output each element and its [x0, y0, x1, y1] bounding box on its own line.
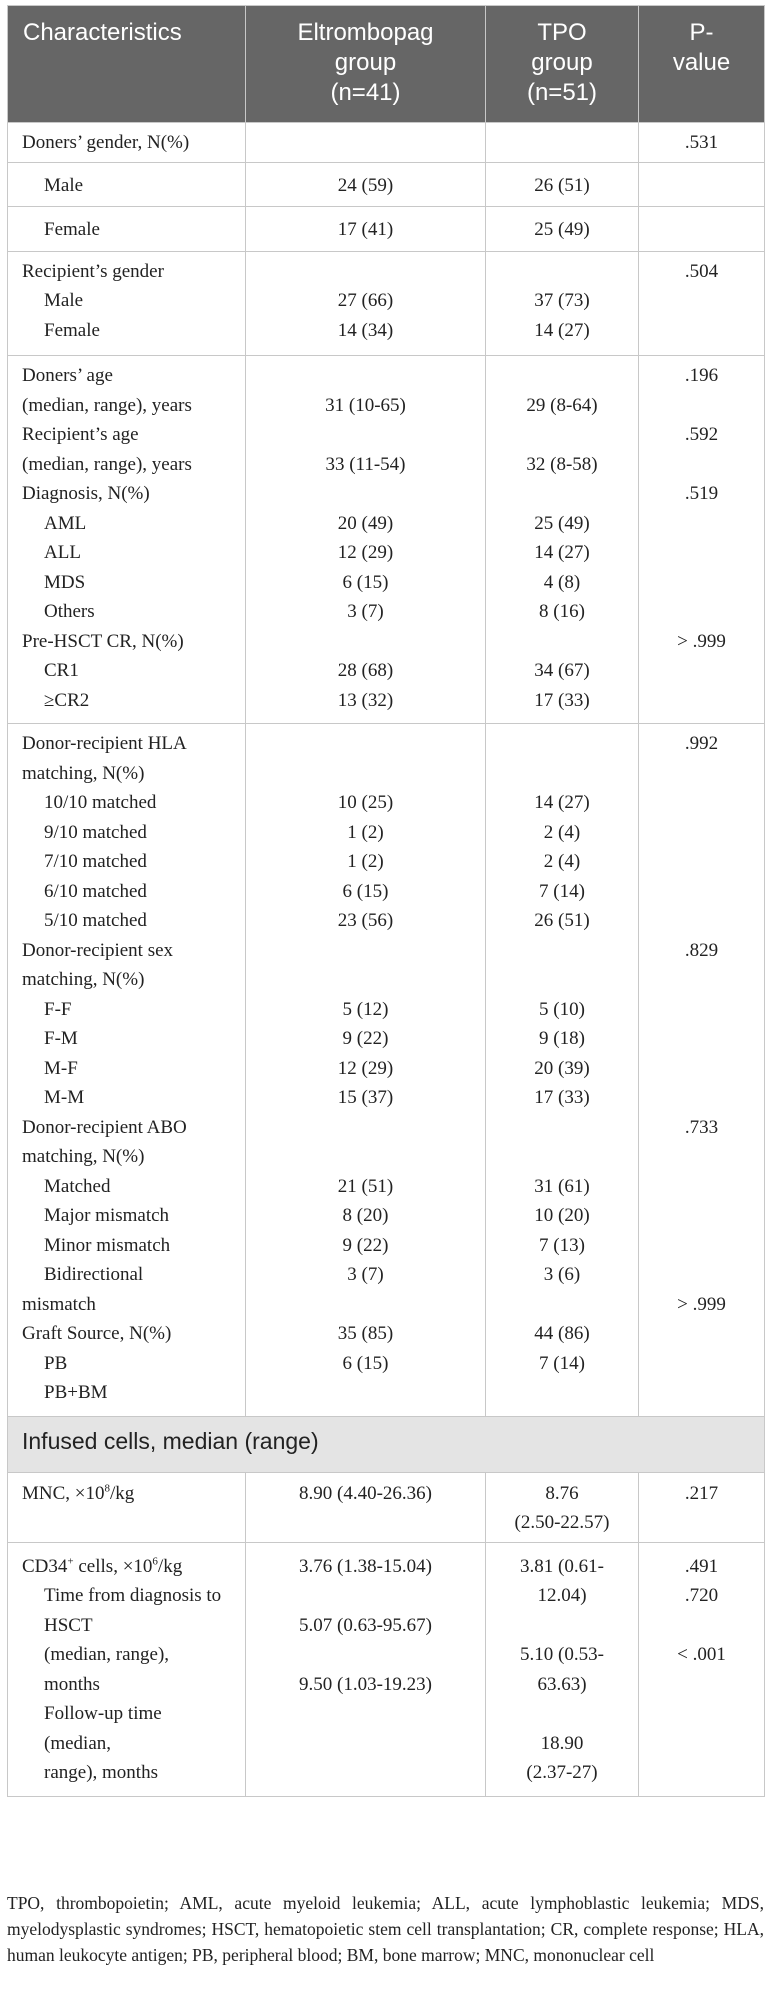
- p-value: .531: [684, 132, 719, 153]
- table-row: MNC, $\times 10^8/kg$ 8.90 (4.40-26.36) 8.76 (2.50-22.57) .217: [8, 1472, 765, 1542]
- eltrombopag-value: 24 (59): [337, 174, 394, 196]
- characteristics-table: [7, 5, 765, 1797]
- section-header-row: [8, 1416, 765, 1472]
- header-pvalue: P- value: [639, 6, 765, 123]
- row-label: Male: [44, 174, 84, 196]
- header-characteristics: Characteristics: [8, 6, 246, 123]
- row-label: Doners’ gender, N(%): [22, 132, 190, 153]
- header-eltrombopag: Eltrombopag group (n=41): [246, 6, 486, 123]
- row-label: Female: [44, 219, 100, 240]
- table-row: Donor-recipient HLA matching, N(%) 10/10 matched 9/10 matched 7/10 matched 6/10 matched 5/10 matched Donor-recipient sex matching, N(%) F-F F-M M-F M-M Donor-recipient ABO matching, N(%) Matched Major mismatch Minor mismatch Bidirectional mismatch Graft Source, N(%) PB PB+BM 10 (25) 1 (2) 1 (2) 6 (15) 23 (56) 5 (12) 9 (22) 12 (29) 15 (37) 21 (51) 8 (20) 9 (22) 3 (7) 35 (85) 6 (15) 14 (27) 2 (4) 2 (4) 7 (14) 26 (51) 5 (10) 9 (18) 20 (39) 17 (33) 31 (61) 10 (20) 7 (13) 3 (6) 44 (86) 7 (14) .992 .829 .733 > .999: [8, 724, 765, 1417]
- table-row: Doners’ age (median, range), years Recipient’s age (median, range), years Diagnosis, N(%) AML ALL MDS Others Pre-HSCT CR, N(%) CR1 ≥CR2 31 (10-65) 33 (11-54) 20 (49) 12 (29) 6 (15) 3 (7) 28 (68) 13 (32) 29 (8-64) 32 (8-58) 25 (49) 14 (27) 4 (8) 8 (16) 34 (67) 17 (33) .196 .592 .519 > .999: [8, 356, 765, 724]
- table-header-row: [8, 6, 765, 123]
- table-row: Recipient’s gender Male Female 27 (66) 14 (34) 37 (73) 14 (27) .504: [8, 251, 765, 356]
- header-tpo: TPO group (n=51): [486, 6, 639, 123]
- tpo-value: 26 (51): [534, 174, 590, 196]
- tpo-value: 25 (49): [534, 219, 590, 240]
- table-row: [8, 162, 765, 207]
- table-row: CD34+ cells, $\times 10^6/kg$ Time from diagnosis to HSCT (median, range), months Follow-up time (median, range), months 3.76 (1.38-15.04) 5.07 (0.63-95.67) 9.50 (1.03-19.23) 3.81 (0.61- 12.04) 5.10 (0.53- 63.63) 18.90 (2.37-27) .491 .720 < .001: [8, 1542, 765, 1796]
- table-row: [8, 207, 765, 252]
- eltrombopag-value: 17 (41): [337, 219, 394, 240]
- table-row: [8, 123, 765, 163]
- table-footnote: TPO, thrombopoietin; AML, acute myeloid leukemia; ALL, acute lymphoblastic leukemia; MDS, myelodysplastic syndromes; HSCT, hematopoietic stem cell transplantation; CR, complete response; HLA, human leukocyte antigen; PB, peripheral blood; BM, bone marrow; MNC, mononuclear cell: [7, 1893, 764, 1965]
- section-infused-cells: Infused cells, median (range): [8, 1416, 765, 1472]
